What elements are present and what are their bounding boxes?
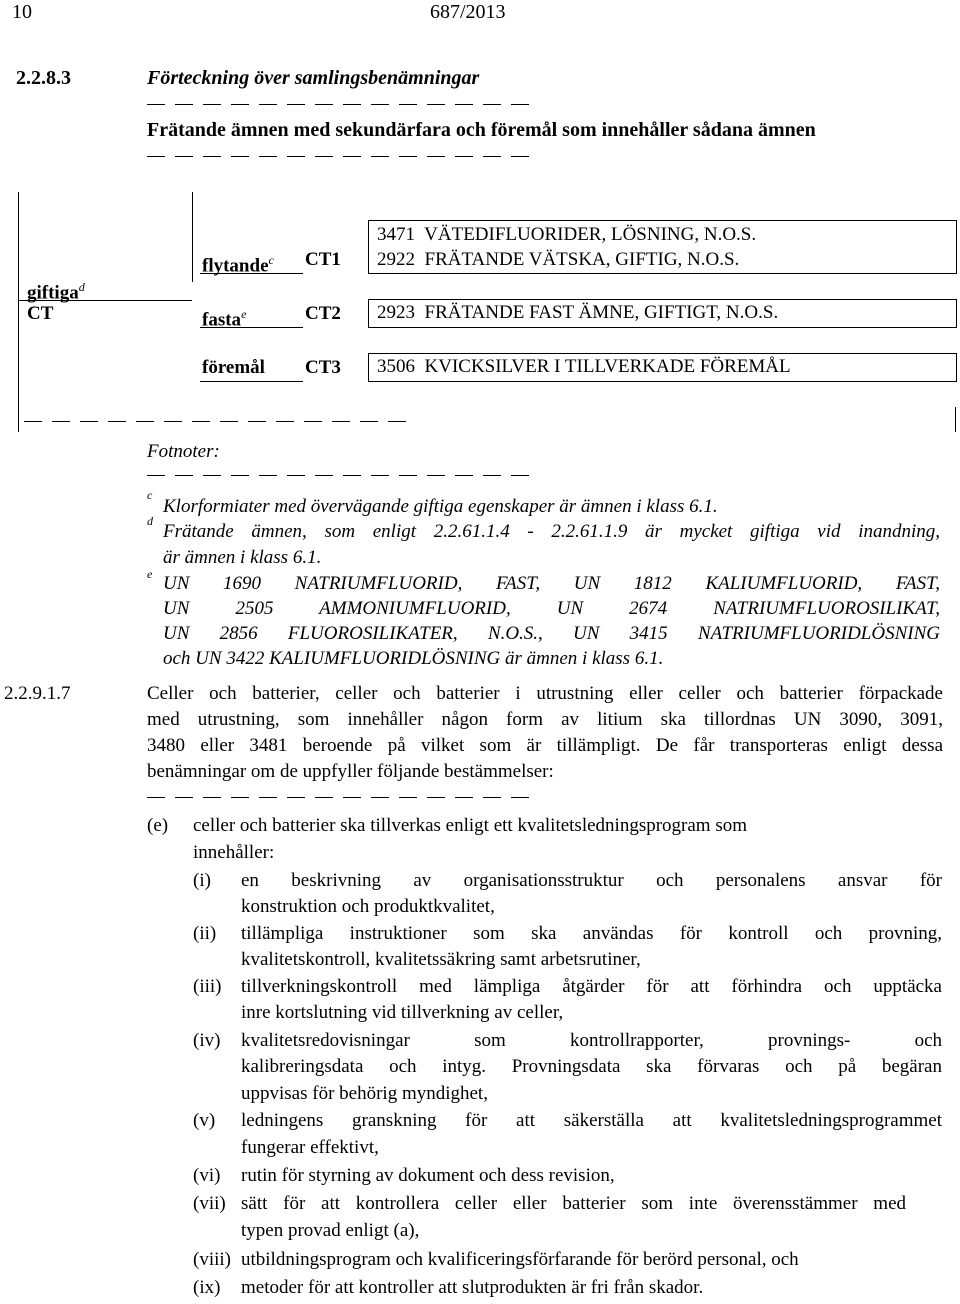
- footnote-text: och UN 3422 KALIUMFLUORIDLÖSNING är ämnen i klass 6.1.: [163, 648, 664, 669]
- list-item-text: kvalitetsredovisningar som kontrollrapporter, provnings- och: [241, 1030, 942, 1051]
- branch-label-fasta: fasta$^e$: [202, 307, 247, 331]
- branch-label-flytande: flytande$^c$: [202, 253, 274, 277]
- footnote-mark: c: [268, 253, 274, 267]
- list-item-text: inre kortslutning vid tillverkning av celler,: [241, 1002, 564, 1023]
- list-marker: (i): [193, 870, 211, 891]
- tree-root-label: giftiga$^d$: [27, 280, 85, 304]
- entry-text: 2923 FRÄTANDE FAST ÄMNE, GIFTIGT, N.O.S.: [377, 302, 779, 323]
- separator-dashes: [147, 475, 529, 476]
- list-item-text: innehåller:: [193, 842, 275, 863]
- paragraph-line: benämningar om de uppfyller följande bestämmelser:: [147, 761, 554, 782]
- separator-dashes: [147, 156, 529, 157]
- entry-box-ct1: [368, 220, 957, 274]
- entry-text: 2922 FRÄTANDE VÄTSKA, GIFTIG, N.O.S.: [377, 249, 740, 270]
- separator-dashes: [147, 104, 529, 105]
- list-marker: (iii): [193, 976, 222, 997]
- paragraph-line: Celler och batterier, celler och batterier i utrustning eller celler och batterier förpackade: [147, 683, 943, 704]
- branch-underline: [200, 273, 303, 274]
- footnote-text: UN 1690 NATRIUMFLUORID, FAST, UN 1812 KALIUMFLUORID, FAST,: [163, 573, 940, 594]
- branch-code-ct1: CT1: [305, 249, 341, 270]
- footnotes-heading: Fotnoter:: [147, 441, 220, 462]
- list-item-text: utbildningsprogram och kvalificeringsförfarande för berörd personal, och: [241, 1249, 799, 1270]
- list-item-text: typen provad enligt (a),: [241, 1220, 420, 1241]
- list-marker: (viii): [193, 1249, 231, 1270]
- branch-underline: [200, 327, 303, 328]
- branch-underline: [200, 381, 303, 382]
- list-item-text: uppvisas för behörig myndighet,: [241, 1083, 488, 1104]
- document-id: 687/2013: [430, 1, 506, 23]
- list-marker: (v): [193, 1110, 216, 1131]
- entry-text: 3506 KVICKSILVER I TILLVERKADE FÖREMÅL: [377, 356, 791, 377]
- list-item-text: tillämpliga instruktioner som ska användas för kontroll och provning,: [241, 923, 942, 944]
- footnote-mark: e: [241, 307, 247, 321]
- footnote-mark: e: [147, 567, 153, 581]
- list-marker: (vii): [193, 1193, 226, 1214]
- list-marker: (ii): [193, 923, 217, 944]
- footnote-text: Klorformiater med övervägande giftiga egenskaper är ämnen i klass 6.1.: [163, 496, 718, 517]
- paragraph-line: med utrustning, som innehåller någon form av litium ska tillordnas UN 3090, 3091,: [147, 709, 943, 730]
- list-item-text: celler och batterier ska tillverkas enligt ett kvalitetsledningsprogram som: [193, 815, 747, 836]
- list-item-text: kalibreringsdata och intyg. Provningsdata ska förvaras och på begäran: [241, 1056, 942, 1077]
- list-item-text: rutin för styrning av dokument och dess revision,: [241, 1165, 615, 1186]
- section-subtitle: Frätande ämnen med sekundärfara och föremål som innehåller sådana ämnen: [147, 119, 816, 141]
- branch-code-ct3: CT3: [305, 357, 341, 378]
- tree-right-border: [955, 407, 956, 432]
- list-item-text: sätt för att kontrollera celler eller batterier som inte överensstämmer med: [241, 1193, 906, 1214]
- footnote-text: är ämnen i klass 6.1.: [163, 547, 322, 568]
- entry-box-ct2: [368, 299, 957, 328]
- list-item-text: ledningens granskning för att säkerställa att kvalitetsledningsprogrammet: [241, 1110, 942, 1131]
- list-item-text: metoder för att kontroller att slutprodukten är fri från skador.: [241, 1277, 704, 1298]
- footnote-mark: d: [147, 514, 153, 528]
- paragraph-number: 2.2.9.1.7: [4, 683, 71, 704]
- footnote-mark: c: [147, 488, 153, 502]
- footnote-text: Frätande ämnen, som enligt 2.2.61.1.4 - 2.2.61.1.9 är mycket giftiga vid inandning,: [163, 521, 940, 542]
- footnote-mark: d: [78, 280, 85, 294]
- list-marker: (e): [147, 815, 169, 836]
- separator-dashes: [147, 797, 529, 798]
- entry-box-ct3: [368, 353, 957, 382]
- section-number: 2.2.8.3: [16, 67, 71, 89]
- branch-code-ct2: CT2: [305, 303, 341, 324]
- list-item-text: fungerar effektivt,: [241, 1137, 379, 1158]
- list-item-text: kvalitetskontroll, kvalitetssäkring samt arbetsrutiner,: [241, 949, 641, 970]
- section-title: Förteckning över samlingsbenämningar: [147, 67, 480, 89]
- entry-text: 3471 VÄTEDIFLUORIDER, LÖSNING, N.O.S.: [377, 224, 757, 245]
- list-marker: (iv): [193, 1030, 221, 1051]
- paragraph-line: 3480 eller 3481 beroende på vilket som är tillämpligt. De får transporteras enligt dessa: [147, 735, 943, 756]
- tree-left-border: [18, 192, 19, 432]
- list-marker: (vi): [193, 1165, 221, 1186]
- list-marker: (ix): [193, 1277, 221, 1298]
- list-item-text: konstruktion och produktkvalitet,: [241, 896, 495, 917]
- separator-dashes: [24, 421, 406, 422]
- list-item-text: en beskrivning av organisationsstruktur och personalens ansvar för: [241, 870, 942, 891]
- tree-branch-connector: [192, 192, 193, 282]
- tree-root-code: CT: [27, 303, 54, 324]
- footnote-text: UN 2856 FLUOROSILIKATER, N.O.S., UN 3415 NATRIUMFLUORIDLÖSNING: [163, 623, 940, 644]
- page-number: 10: [12, 1, 32, 23]
- branch-label-foremal: föremål: [202, 357, 265, 378]
- list-item-text: tillverkningskontroll med lämpliga åtgärder för att förhindra och upptäcka: [241, 976, 942, 997]
- footnote-text: UN 2505 AMMONIUMFLUORID, UN 2674 NATRIUMFLUOROSILIKAT,: [163, 598, 940, 619]
